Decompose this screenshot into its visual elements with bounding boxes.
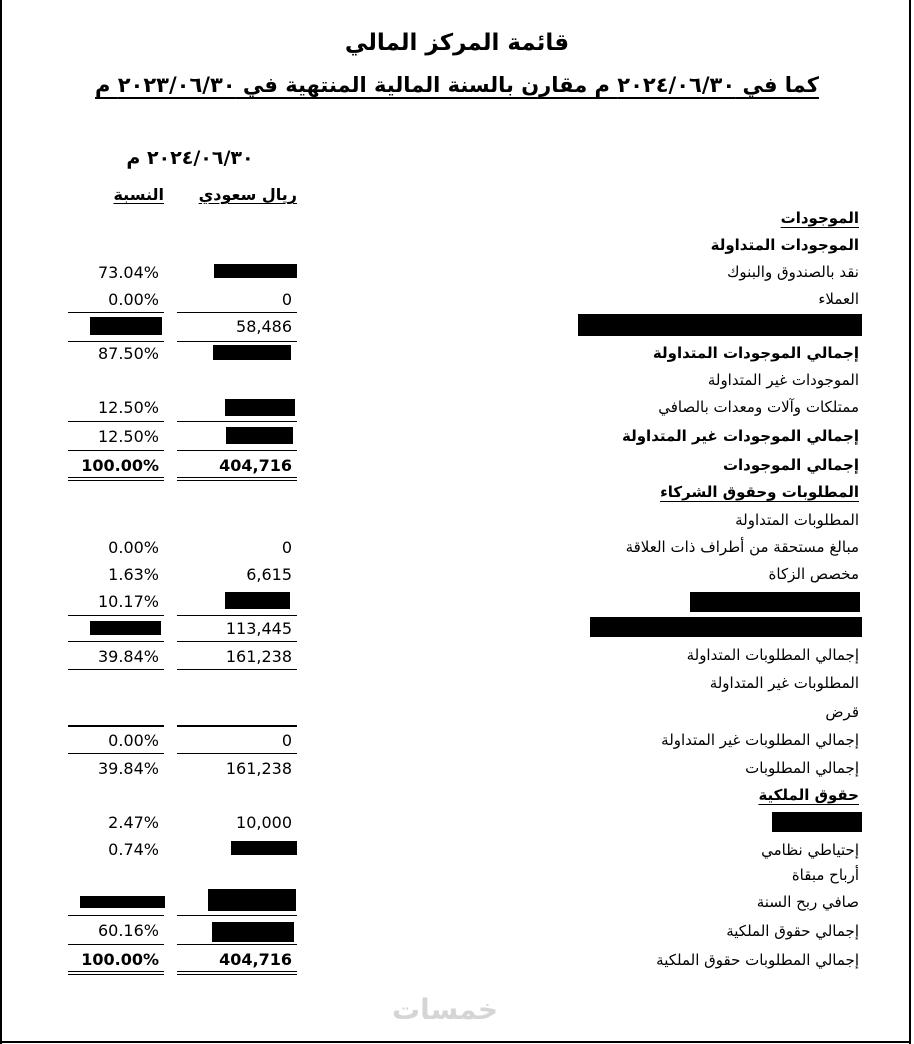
redacted-label: [578, 314, 862, 336]
amt-related-parties: 0: [281, 538, 292, 557]
pct-capital: 2.47%: [108, 813, 159, 832]
redacted-label: [590, 617, 862, 637]
rule-line: [177, 944, 297, 945]
rule-line: [177, 480, 297, 481]
redacted-value: [80, 896, 165, 908]
column-percent-header: النسبة: [113, 185, 164, 204]
rule-line: [177, 312, 297, 313]
rule-line: [68, 480, 164, 481]
rule-line: [177, 725, 297, 727]
amt-total-liabilities-equity: 404,716: [219, 950, 292, 969]
pct-total-non-current-liabilities: 0.00%: [108, 731, 159, 750]
label-total-non-current-liabilities: إجمالي المطلوبات غير المتداولة: [661, 731, 859, 749]
redacted-value: [212, 922, 294, 942]
label-cash: نقد بالصندوق والبنوك: [727, 263, 859, 281]
label-non-current-assets: الموجودات غير المتداولة: [707, 371, 859, 389]
redacted-value: [90, 621, 161, 635]
label-assets: الموجودات: [780, 209, 859, 227]
amt-total-current-liabilities: 161,238: [225, 647, 292, 666]
pct-total-non-current-assets: 12.50%: [97, 427, 159, 446]
pct-related-parties: 0.00%: [108, 538, 159, 557]
rule-line: [177, 477, 297, 478]
rule-line: [68, 615, 164, 616]
rule-line: [68, 641, 164, 642]
pct-statutory-reserve: 0.74%: [108, 840, 159, 859]
amt-customers: 0: [281, 290, 292, 309]
label-loan: قرض: [825, 703, 859, 721]
pct-ppe: 12.50%: [97, 398, 159, 417]
label-total-equity: إجمالي حقوق الملكية: [726, 922, 859, 940]
redacted-value: [226, 427, 293, 444]
amt-total-assets: 404,716: [219, 456, 292, 475]
rule-line: [177, 450, 297, 451]
label-total-current-assets: إجمالي الموجودات المتداولة: [652, 344, 859, 362]
label-ppe: ممتلكات وآلات ومعدات بالصافي: [658, 398, 859, 416]
pct-zakat-provision: 1.63%: [108, 565, 159, 584]
label-current-assets: الموجودات المتداولة: [710, 236, 859, 254]
rule-line: [177, 974, 297, 975]
label-equity: حقوق الملكية: [758, 786, 859, 804]
label-statutory-reserve: إحتياطي نظامي: [761, 841, 859, 859]
rule-line: [68, 450, 164, 451]
label-total-assets: إجمالي الموجودات: [722, 456, 859, 474]
pct-total-assets: 100.00%: [81, 456, 159, 475]
pct-cash: 73.04%: [97, 263, 159, 282]
rule-line: [68, 669, 164, 670]
rule-line: [68, 974, 164, 975]
pct-total-equity: 60.16%: [97, 921, 159, 940]
pct-total-current-assets: 87.50%: [97, 344, 159, 363]
amt-zakat-provision: 6,615: [246, 565, 292, 584]
label-liabilities-equity: المطلوبات وحقوق الشركاء: [660, 483, 859, 501]
label-net-profit: صافي ربح السنة: [756, 893, 859, 911]
redacted-value: [90, 317, 162, 335]
amt-subtotal-current: 58,486: [236, 317, 292, 336]
rule-line: [177, 971, 297, 972]
label-zakat-provision: مخصص الزكاة: [768, 565, 859, 583]
rule-line: [68, 477, 164, 478]
label-non-current-liabilities: المطلوبات غير المتداولة: [709, 674, 859, 692]
rule-line: [177, 615, 297, 616]
rule-line: [68, 944, 164, 945]
label-customers: العملاء: [818, 290, 859, 308]
redacted-label: [690, 592, 860, 612]
rule-line: [177, 669, 297, 670]
statement-subtitle: [0, 73, 914, 97]
pct-redacted-row: 10.17%: [97, 592, 159, 611]
rule-line: [68, 971, 164, 972]
label-total-liabilities-equity: إجمالي المطلوبات حقوق الملكية: [656, 951, 859, 969]
label-total-non-current-assets: إجمالي الموجودات غير المتداولة: [622, 427, 859, 445]
page-border-left: [0, 0, 2, 1044]
page-border-bottom: [0, 1041, 911, 1043]
statement-title: قائمة المركز المالي: [344, 30, 570, 56]
label-retained-earnings: أرباح مبقاة: [791, 866, 859, 884]
rule-line: [68, 915, 164, 916]
redacted-value: [225, 399, 295, 416]
pct-customers: 0.00%: [108, 290, 159, 309]
rule-line: [68, 312, 164, 313]
label-current-liabilities: المطلوبات المتداولة: [735, 511, 859, 529]
rule-line: [68, 725, 164, 727]
amt-total-liabilities: 161,238: [225, 759, 292, 778]
label-total-liabilities: إجمالي المطلوبات: [745, 759, 859, 777]
rule-line: [68, 421, 164, 422]
redacted-value: [225, 592, 290, 609]
label-total-current-liabilities: إجمالي المطلوبات المتداولة: [686, 646, 859, 664]
watermark: خمسات: [392, 993, 499, 1026]
rule-line: [177, 641, 297, 642]
statement-subtitle-text: كما في ٢٠٢٤/٠٦/٣٠ م مقارن بالسنة المالية المنتهية في ٢٠٢٣/٠٦/٣٠ م: [95, 73, 819, 97]
amt-redacted-row: 113,445: [225, 619, 292, 638]
rule-line: [177, 915, 297, 916]
rule-line: [68, 341, 164, 342]
redacted-value: [214, 264, 297, 278]
redacted-value: [231, 841, 297, 855]
amt-total-non-current-liabilities: 0: [281, 731, 292, 750]
rule-line: [177, 341, 297, 342]
redacted-value: [213, 345, 291, 360]
column-amount-header: ريال سعودي: [198, 185, 297, 204]
rule-line: [177, 421, 297, 422]
pct-total-current-liabilities: 39.84%: [97, 647, 159, 666]
redacted-label: [772, 812, 862, 832]
rule-line: [68, 753, 164, 754]
label-related-parties: مبالغ مستحقة من أطراف ذات العلاقة: [625, 538, 859, 556]
page-border-right: [909, 0, 911, 1044]
pct-total-liabilities: 39.84%: [97, 759, 159, 778]
pct-total-liabilities-equity: 100.00%: [81, 950, 159, 969]
redacted-value: [208, 889, 296, 911]
amt-capital: 10,000: [236, 813, 292, 832]
rule-line: [177, 753, 297, 754]
column-date-header: ٢٠٢٤/٠٦/٣٠ م: [126, 147, 254, 169]
